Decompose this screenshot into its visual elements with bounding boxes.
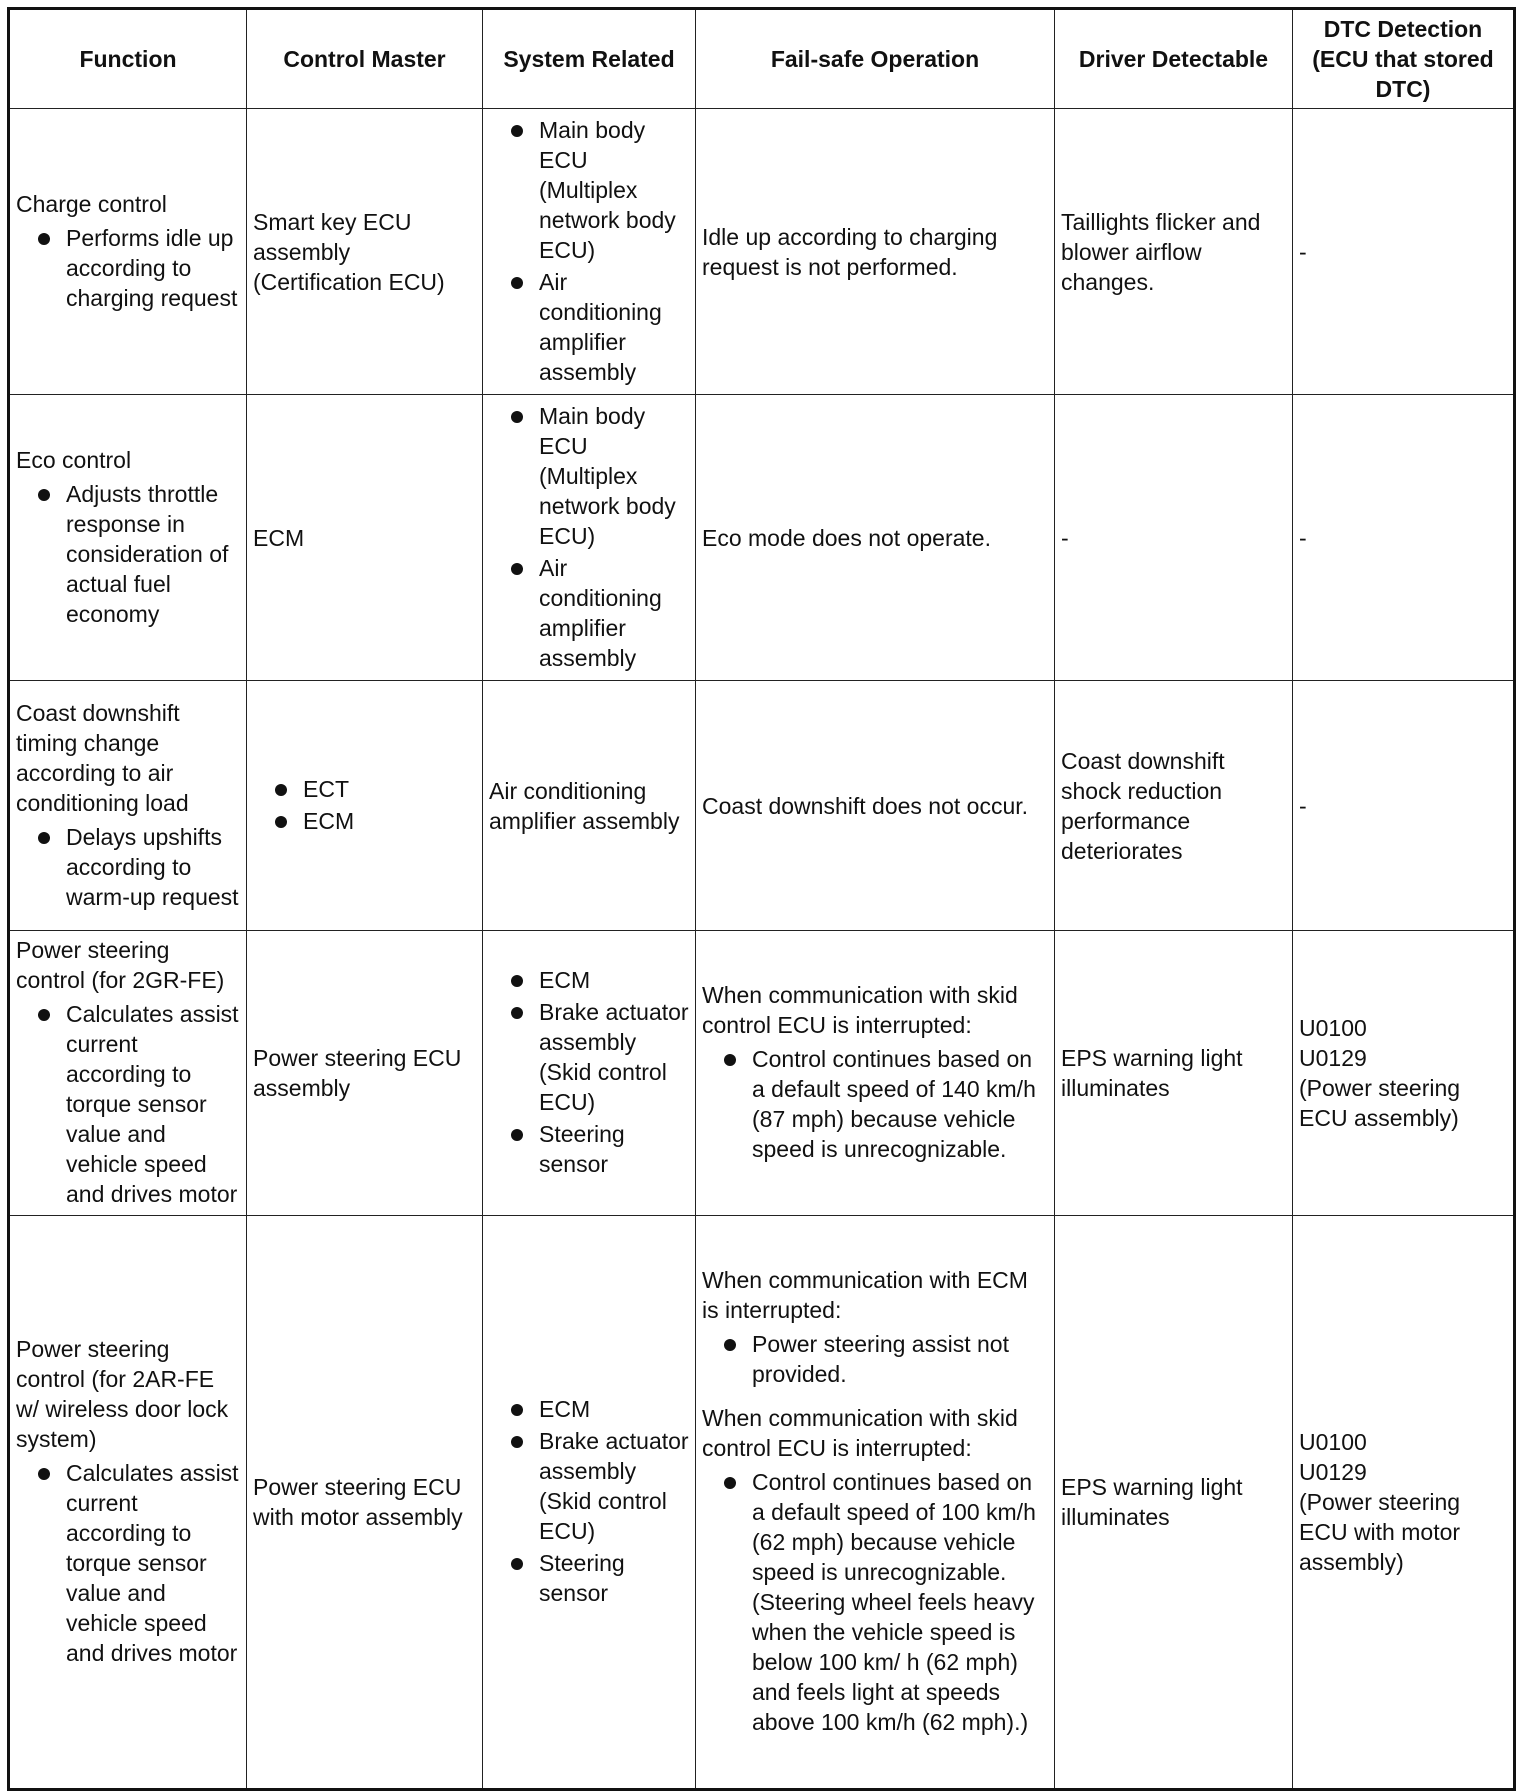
dtc-code: U0100 bbox=[1299, 1429, 1367, 1455]
control-master-cell bbox=[247, 681, 483, 931]
system-related-item: Brake actuator assembly (Skid control ECU) bbox=[489, 1426, 689, 1546]
control-master-cell: ECM bbox=[247, 395, 483, 681]
control-master-cell: Power steering ECU with motor assembly bbox=[247, 1216, 483, 1790]
dtc-ecu: (Power steering ECU with motor assembly) bbox=[1299, 1489, 1461, 1575]
system-related-item: Brake actuator assembly (Skid control ECU) bbox=[489, 997, 689, 1117]
fail-safe-intro: When communication with skid control ECU is interrupted: bbox=[702, 1405, 1018, 1461]
table-row bbox=[9, 931, 1515, 1216]
dtc-code: U0129 bbox=[1299, 1459, 1367, 1485]
function-bullet: Delays upshifts according to warm-up request bbox=[16, 822, 240, 912]
function-title: Eco control bbox=[16, 446, 132, 473]
system-related-item: Steering sensor bbox=[489, 1548, 689, 1608]
function-table bbox=[7, 7, 1516, 1791]
fail-safe-bullet: Control continues based on a default speed of 140 km/h (87 mph) because vehicle speed is unrecognizable. bbox=[702, 1044, 1048, 1164]
function-bullet: Adjusts throttle response in consideration of actual fuel economy bbox=[16, 479, 240, 629]
function-title: Coast downshift timing change according to air conditioning load bbox=[16, 699, 189, 816]
driver-detectable-cell: Coast downshift shock reduction performance deteriorates bbox=[1055, 681, 1293, 931]
table-row bbox=[9, 109, 1515, 395]
header-dtc: DTC Detection (ECU that stored DTC) bbox=[1293, 9, 1515, 109]
header-driver-detectable: Driver Detectable bbox=[1055, 9, 1293, 109]
system-related-cell bbox=[483, 109, 696, 395]
table-row bbox=[9, 681, 1515, 931]
control-master-item: ECT bbox=[253, 774, 476, 804]
dtc-cell: - bbox=[1293, 395, 1515, 681]
fail-safe-cell: Idle up according to charging request is not performed. bbox=[696, 109, 1055, 395]
system-related-item: ECM bbox=[489, 965, 689, 995]
function-cell bbox=[9, 1216, 247, 1790]
fail-safe-cell: Coast downshift does not occur. bbox=[696, 681, 1055, 931]
fail-safe-cell: Eco mode does not operate. bbox=[696, 395, 1055, 681]
system-related-item: Main body ECU (Multiplex network body ECU) bbox=[489, 115, 689, 265]
driver-detectable-cell: EPS warning light illuminates bbox=[1055, 931, 1293, 1216]
dtc-ecu: (Power steering ECU assembly) bbox=[1299, 1075, 1461, 1131]
function-bullet: Performs idle up according to charging request bbox=[16, 223, 240, 313]
fail-safe-bullet: Control continues based on a default speed of 100 km/h (62 mph) because vehicle speed is unrecognizable. (Steering wheel feels heavy when the vehicle speed is below 100 km/ h (62 mph) and feels light at speeds above 100 km/h (62 mph).) bbox=[702, 1467, 1048, 1737]
driver-detectable-cell: EPS warning light illuminates bbox=[1055, 1216, 1293, 1790]
header-system-related: System Related bbox=[483, 9, 696, 109]
system-related-cell: Air conditioning amplifier assembly bbox=[483, 681, 696, 931]
dtc-cell: - bbox=[1293, 681, 1515, 931]
fail-safe-intro: When communication with ECM is interrupted: bbox=[702, 1267, 1028, 1323]
dtc-cell bbox=[1293, 1216, 1515, 1790]
system-related-cell bbox=[483, 395, 696, 681]
function-bullet: Calculates assist current according to torque sensor value and vehicle speed and drives motor bbox=[16, 1458, 240, 1668]
dtc-code: U0129 bbox=[1299, 1045, 1367, 1071]
system-related-item: ECM bbox=[489, 1394, 689, 1424]
table-row bbox=[9, 395, 1515, 681]
header-function: Function bbox=[9, 9, 247, 109]
control-master-item: ECM bbox=[253, 806, 476, 836]
function-cell bbox=[9, 681, 247, 931]
fail-safe-cell bbox=[696, 931, 1055, 1216]
header-row bbox=[9, 9, 1515, 109]
function-cell bbox=[9, 109, 247, 395]
driver-detectable-cell: Taillights flicker and blower airflow changes. bbox=[1055, 109, 1293, 395]
driver-detectable-cell: - bbox=[1055, 395, 1293, 681]
fail-safe-cell bbox=[696, 1216, 1055, 1790]
control-master-cell: Smart key ECU assembly (Certification ECU) bbox=[247, 109, 483, 395]
header-control-master: Control Master bbox=[247, 9, 483, 109]
function-bullet: Calculates assist current according to torque sensor value and vehicle speed and drives motor bbox=[16, 999, 240, 1209]
system-related-item: Air conditioning amplifier assembly bbox=[489, 553, 689, 673]
function-title: Power steering control (for 2AR-FE w/ wireless door lock system) bbox=[16, 1336, 229, 1452]
system-related-item: Steering sensor bbox=[489, 1119, 689, 1179]
dtc-cell bbox=[1293, 931, 1515, 1216]
fail-safe-bullet: Power steering assist not provided. bbox=[702, 1329, 1048, 1389]
dtc-cell: - bbox=[1293, 109, 1515, 395]
function-cell bbox=[9, 931, 247, 1216]
system-related-cell bbox=[483, 1216, 696, 1790]
function-title: Charge control bbox=[16, 190, 167, 217]
function-title: Power steering control (for 2GR-FE) bbox=[16, 937, 225, 993]
system-related-item: Main body ECU (Multiplex network body ECU) bbox=[489, 401, 689, 551]
dtc-code: U0100 bbox=[1299, 1015, 1367, 1041]
control-master-cell: Power steering ECU assembly bbox=[247, 931, 483, 1216]
header-fail-safe: Fail-safe Operation bbox=[696, 9, 1055, 109]
system-related-item: Air conditioning amplifier assembly bbox=[489, 267, 689, 387]
function-cell bbox=[9, 395, 247, 681]
fail-safe-intro: When communication with skid control ECU is interrupted: bbox=[702, 982, 1018, 1038]
table-row bbox=[9, 1216, 1515, 1790]
system-related-cell bbox=[483, 931, 696, 1216]
